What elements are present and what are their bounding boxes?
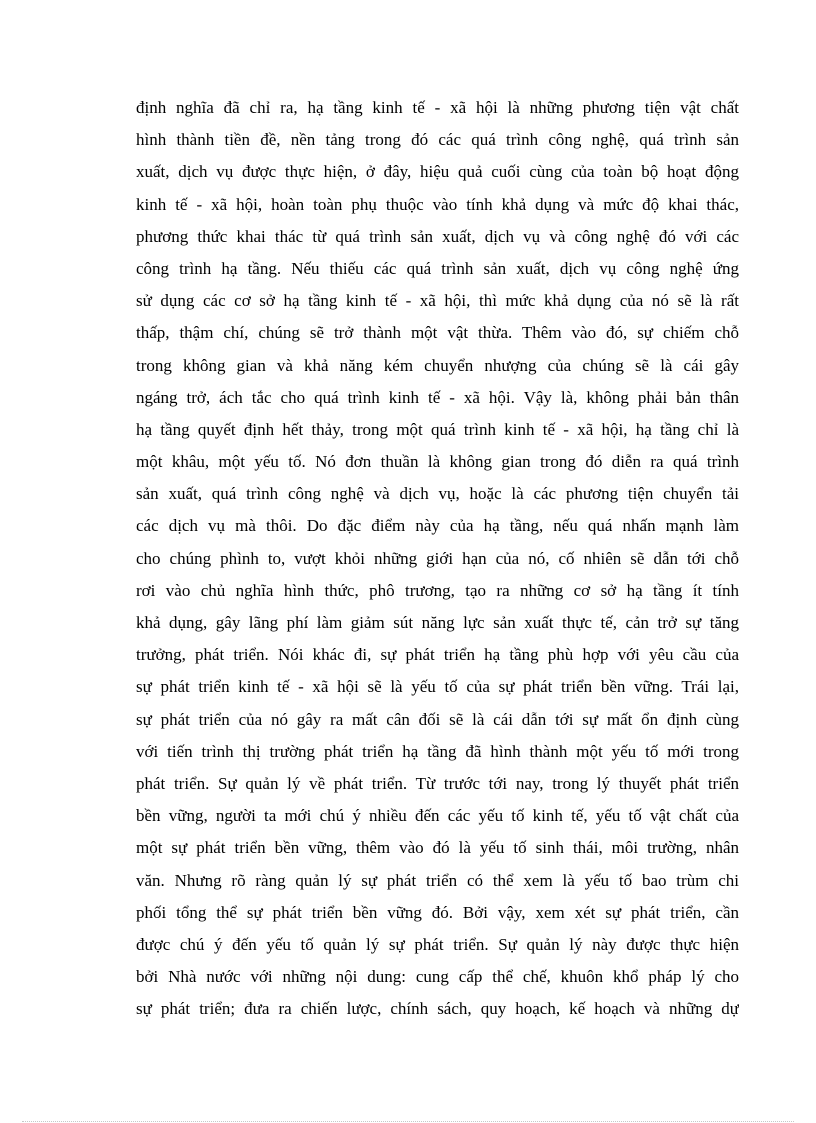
text-line: trưởng, phát triển. Nói khác đi, sự phát triển hạ tầng phù hợp với yêu cầu của [136, 645, 739, 665]
body-paragraph [136, 92, 739, 1025]
text-line: hình thành tiền đề, nền tảng trong đó các quá trình công nghệ, quá trình sản [136, 130, 739, 150]
text-line: một sự phát triển bền vững, thêm vào đó là yếu tố sinh thái, môi trường, nhân [136, 838, 739, 858]
text-line: các dịch vụ mà thôi. Do đặc điểm này của hạ tầng, nếu quá nhấn mạnh làm [136, 516, 739, 536]
text-line: định nghĩa đã chỉ ra, hạ tầng kinh tế - xã hội là những phương tiện vật chất [136, 98, 739, 117]
text-line: trong không gian và khả năng kém chuyển nhượng của chúng sẽ là cái gây [136, 355, 739, 375]
text-line: thấp, thậm chí, chúng sẽ trở thành một vật thừa. Thêm vào đó, sự chiếm chỗ [136, 323, 739, 343]
text-line: với tiến trình thị trường phát triển hạ tầng đã hình thành một yếu tố mới trong [136, 741, 739, 761]
text-line: sự phát triển; đưa ra chiến lược, chính sách, quy hoạch, kế hoạch và những dự [136, 999, 739, 1019]
text-line: kinh tế - xã hội, hoàn toàn phụ thuộc vào tính khả dụng và mức độ khai thác, [136, 194, 739, 214]
text-line: công trình hạ tầng. Nếu thiếu các quá trình sản xuất, dịch vụ công nghệ ứng [136, 258, 739, 278]
text-line: xuất, dịch vụ được thực hiện, ở đây, hiệu quả cuối cùng của toàn bộ hoạt động [136, 162, 739, 182]
text-line: hạ tầng quyết định hết thảy, trong một quá trình kinh tế - xã hội, hạ tầng chỉ là [136, 419, 739, 439]
text-line: sử dụng các cơ sở hạ tầng kinh tế - xã hội, thì mức khả dụng của nó sẽ là rất [136, 291, 739, 311]
text-line: bền vững, người ta mới chú ý nhiều đến các yếu tố kinh tế, yếu tố vật chất của [136, 806, 739, 826]
text-line: phương thức khai thác từ quá trình sản xuất, dịch vụ và công nghệ đó với các [136, 226, 739, 246]
text-line: rơi vào chủ nghĩa hình thức, phô trương, tạo ra những cơ sở hạ tầng ít tính [136, 580, 739, 600]
text-line: phát triển. Sự quản lý về phát triển. Từ trước tới nay, trong lý thuyết phát triển [136, 773, 739, 793]
text-line: sự phát triển của nó gây ra mất cân đối sẽ là cái dẫn tới sự mất ổn định cùng [136, 709, 739, 729]
text-line: một khâu, một yếu tố. Nó đơn thuần là không gian trong đó diễn ra quá trình [136, 452, 739, 472]
text-line: sản xuất, quá trình công nghệ và dịch vụ, hoặc là các phương tiện chuyển tải [136, 484, 739, 504]
text-line: văn. Nhưng rõ ràng quản lý sự phát triển có thể xem là yếu tố bao trùm chi [136, 870, 739, 890]
text-line: sự phát triển kinh tế - xã hội sẽ là yếu tố của sự phát triển bền vững. Trái lại, [136, 677, 739, 697]
text-line: ngáng trở, ách tắc cho quá trình kinh tế - xã hội. Vậy là, không phải bản thân [136, 387, 739, 407]
page-bottom-divider [22, 1121, 794, 1122]
text-line: được chú ý đến yếu tố quản lý sự phát triển. Sự quản lý này được thực hiện [136, 934, 739, 954]
text-line: bởi Nhà nước với những nội dung: cung cấp thể chế, khuôn khổ pháp lý cho [136, 967, 739, 987]
text-line: phối tổng thể sự phát triển bền vững đó. Bởi vậy, xem xét sự phát triển, cần [136, 902, 739, 922]
text-line: cho chúng phình to, vượt khỏi những giới hạn của nó, cố nhiên sẽ dẫn tới chỗ [136, 548, 739, 568]
text-line: khả dụng, gây lãng phí làm giảm sút năng lực sản xuất thực tế, cản trở sự tăng [136, 613, 739, 632]
